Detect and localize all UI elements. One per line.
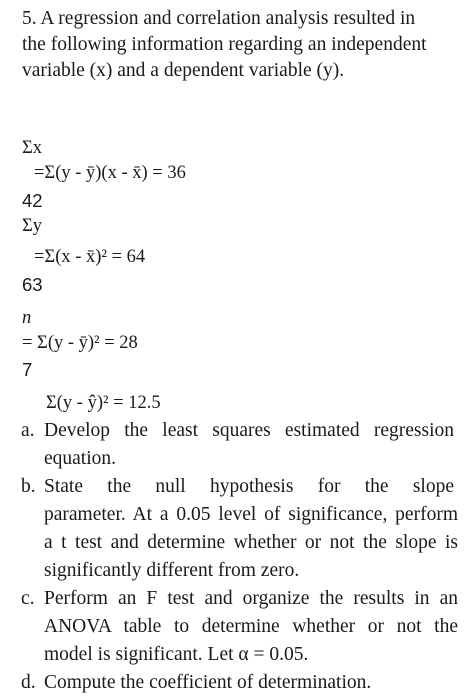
item-c-line-2: ANOVA table to determine whether or not the [44, 616, 458, 637]
item-c-line-3: model is significant. Let α = 0.05. [44, 644, 309, 665]
n-label: n [22, 308, 32, 328]
formula-sxy: =Σ(y - ȳ)(x - x̄) = 36 [34, 163, 186, 183]
item-a-letter: a. [21, 420, 35, 441]
item-c-letter: c. [21, 588, 35, 609]
item-b-line-1: State the null hypothesis for the slope [44, 476, 454, 497]
n-value: 7 [22, 359, 33, 380]
item-b-line-3: a t test and determine whether or not the slope is [44, 532, 458, 553]
sum-x-label: Σx [22, 138, 43, 158]
intro-line-2: the following information regarding an independent [22, 34, 427, 55]
item-b-line-4: significantly different from zero. [44, 560, 300, 581]
formula-sxx: =Σ(x - x̄)² = 64 [34, 247, 146, 267]
sum-y-value: 63 [22, 274, 43, 295]
formula-sse: Σ(y - ŷ)² = 12.5 [46, 393, 161, 413]
intro-line-3: variable (x) and a dependent variable (y). [22, 60, 345, 81]
item-c-line-1: Perform an F test and organize the results in an [44, 588, 458, 609]
item-a-line-1: Develop the least squares estimated regression [44, 420, 454, 441]
item-a-line-2: equation. [44, 448, 117, 469]
item-d-letter: d. [21, 672, 36, 693]
formula-syy: = Σ(y - ȳ)² = 28 [22, 333, 138, 353]
item-d-line-1: Compute the coefficient of determination. [44, 672, 372, 693]
sum-x-value: 42 [22, 190, 43, 211]
item-b-letter: b. [21, 476, 36, 497]
sum-y-label: Σy [22, 216, 43, 236]
item-b-line-2: parameter. At a 0.05 level of significance, perform [44, 504, 458, 525]
intro-line-1: 5. A regression and correlation analysis resulted in [22, 8, 416, 29]
